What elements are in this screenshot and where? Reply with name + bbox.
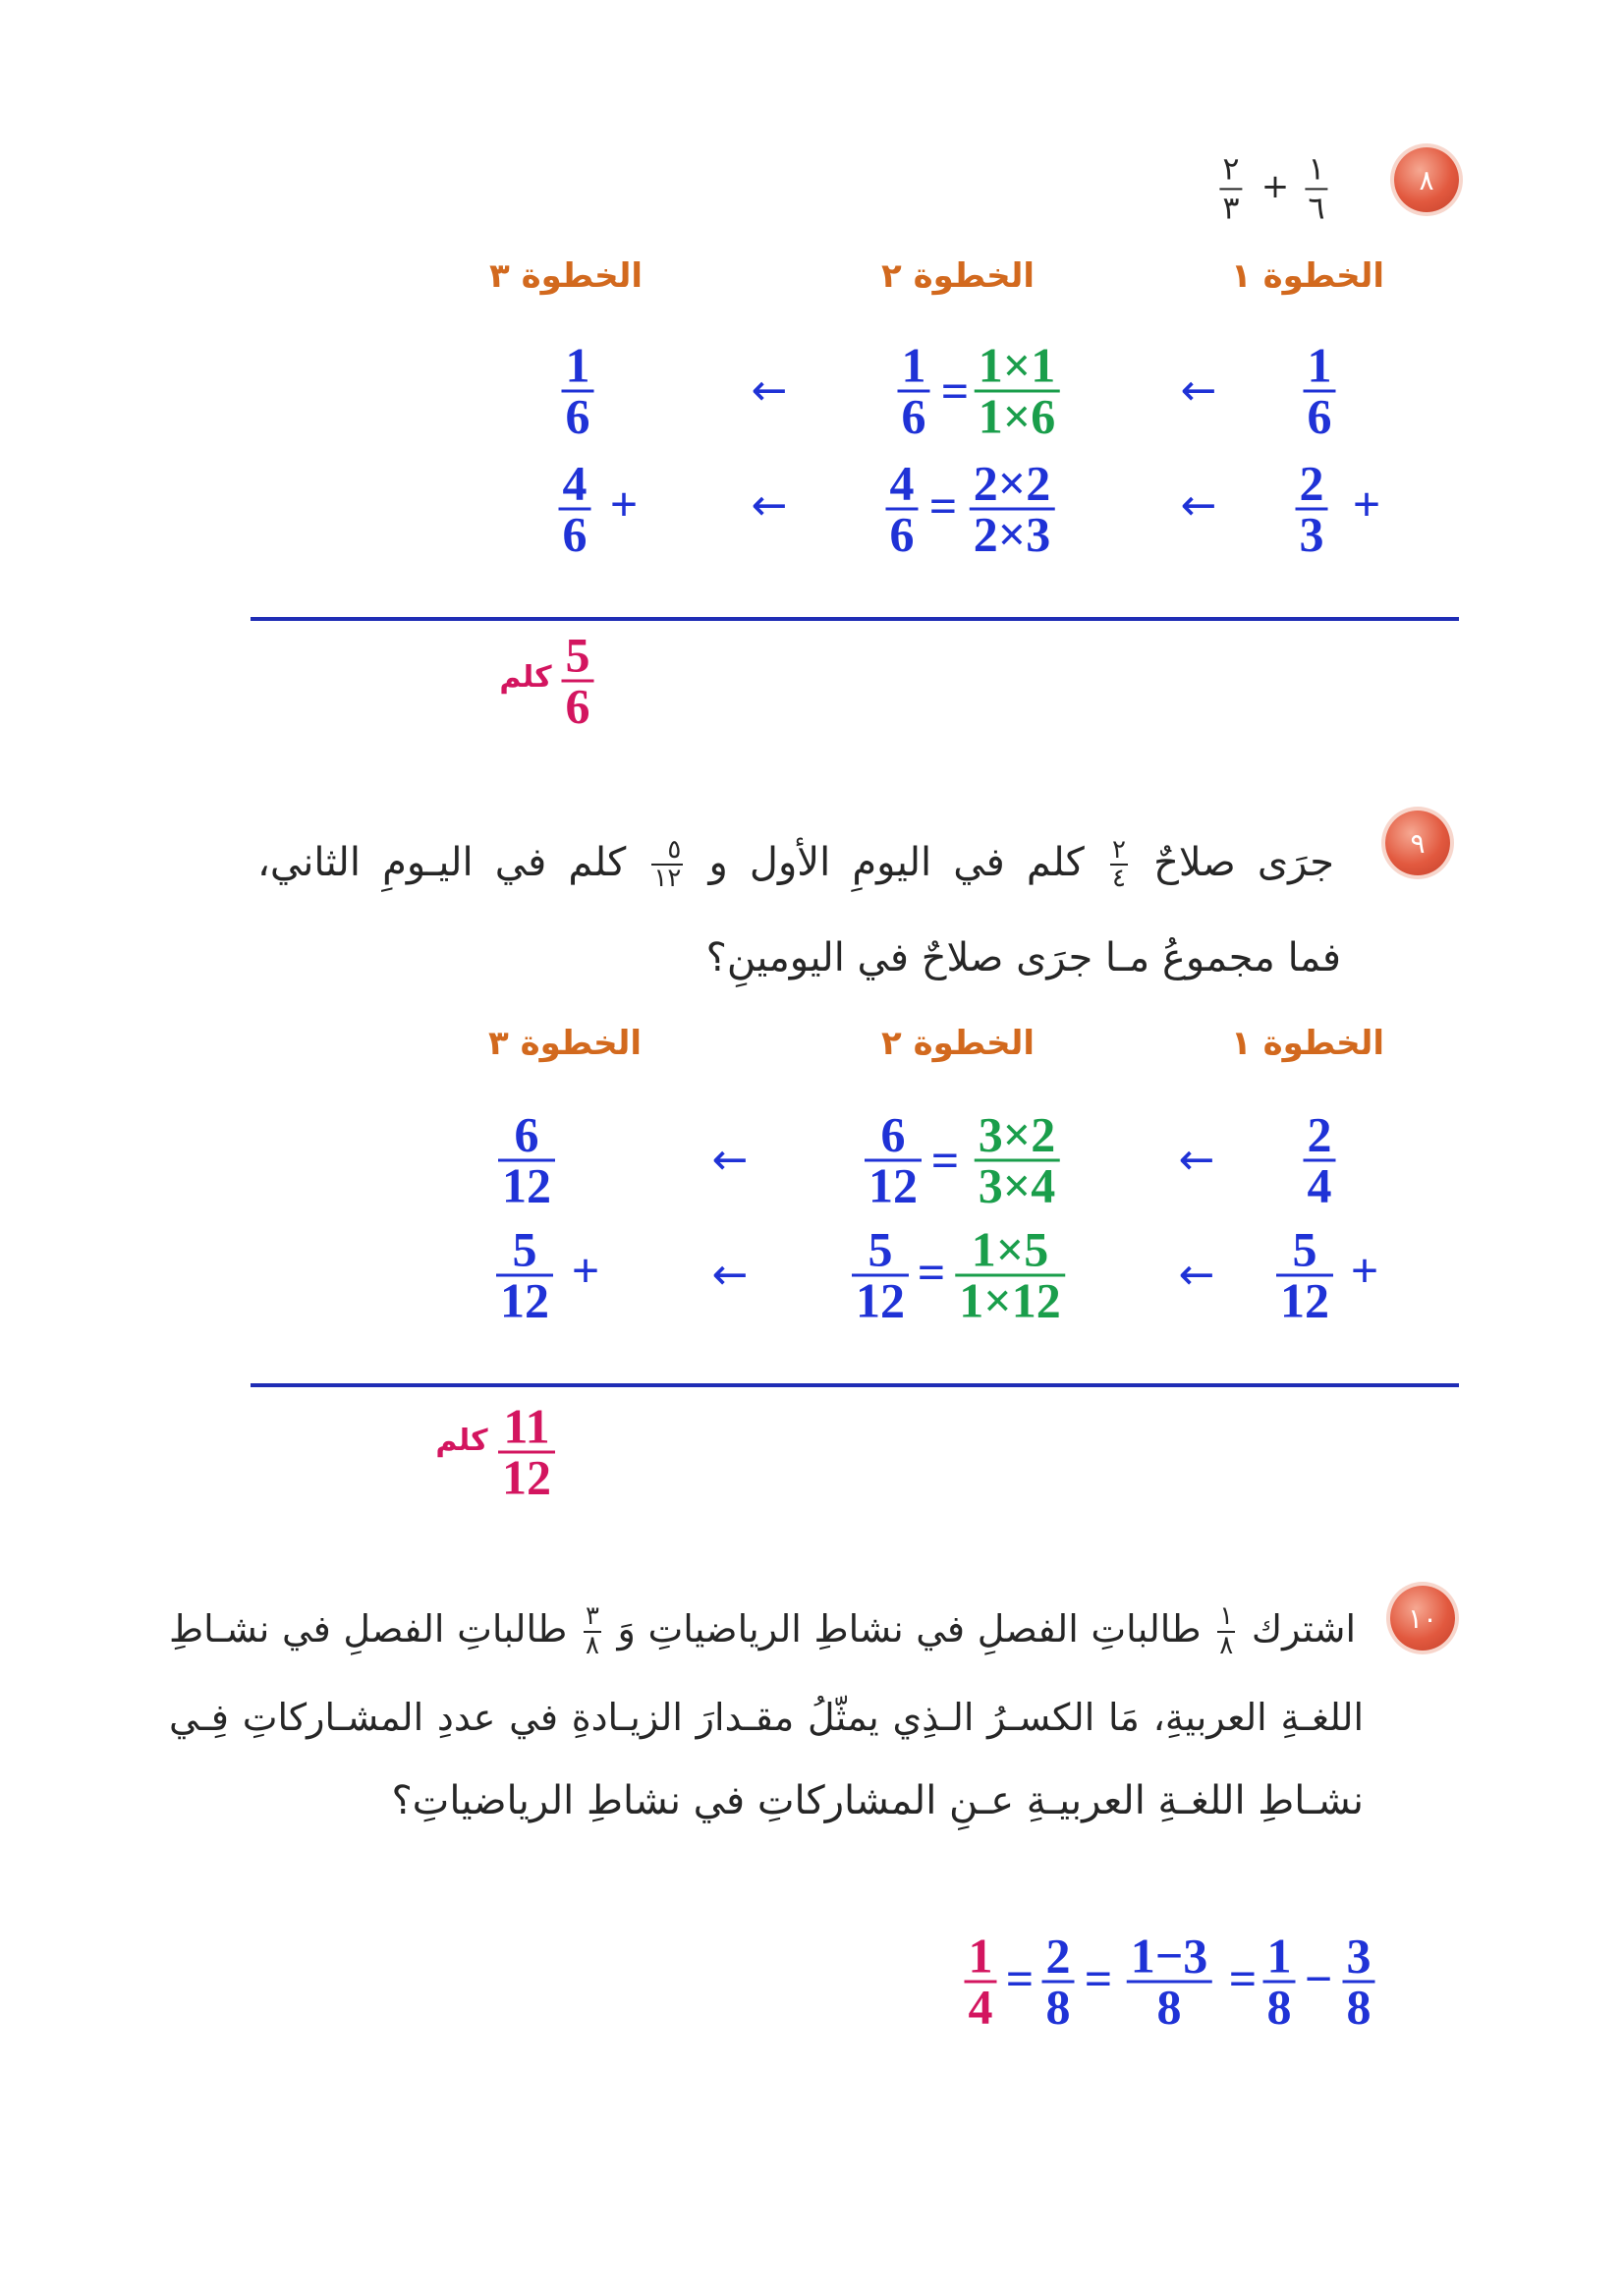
denominator: 2×3: [973, 506, 1051, 562]
answer-unit: كلم: [499, 660, 552, 695]
numerator: 5: [562, 635, 594, 683]
numerator: 1×5: [955, 1229, 1065, 1277]
numerator: ٥: [651, 837, 683, 866]
question-line-3: نشـاطِ اللغـةِ العربيـةِ عـنِ المشاركاتِ في نشاطِ الرياضياتِ؟: [391, 1778, 1364, 1823]
numerator: ٣: [585, 1601, 599, 1632]
question-line-1: [257, 833, 1334, 892]
denominator: 1×12: [959, 1272, 1061, 1328]
step-2-fraction: [865, 1106, 922, 1213]
text-segment: طالباتِ الفصلِ في نشـاطِ: [169, 1607, 568, 1651]
question-line-1: [169, 1599, 1356, 1658]
problem-number: ٨: [1419, 163, 1434, 196]
plus-sign: +: [1350, 1243, 1379, 1298]
equation-fraction: [1127, 1928, 1212, 2035]
numerator: 4: [886, 463, 919, 511]
denominator: 6: [562, 506, 588, 562]
numerator: 1−3: [1127, 1935, 1212, 1984]
step-1-label: الخطوة ١: [1230, 256, 1385, 296]
step-2-label: الخطوة ٢: [880, 256, 1036, 296]
problem-9-badge: [1385, 811, 1450, 875]
step-1-fraction: [1276, 1221, 1333, 1328]
problem-number: ١٠: [1407, 1601, 1438, 1635]
left-arrow-icon: ←: [1178, 1250, 1215, 1300]
left-arrow-icon: ←: [1178, 1135, 1215, 1185]
denominator: 12: [868, 1157, 918, 1213]
inline-fraction: [1217, 1603, 1235, 1659]
step-3-label: الخطوة ٣: [488, 256, 644, 296]
plus-sign: +: [1260, 167, 1290, 206]
step-2-fraction: [852, 1221, 909, 1328]
denominator: 12: [502, 1449, 551, 1505]
denominator: 3×4: [978, 1157, 1056, 1213]
equation-fraction: [1343, 1928, 1375, 2035]
denominator: 4: [968, 1979, 993, 2035]
numerator: ٢: [1111, 834, 1126, 865]
denominator: ٣: [1222, 189, 1240, 226]
text-segment: طالباتِ الفصلِ في نشاطِ الرياضياتِ وَ: [617, 1607, 1202, 1651]
sum-divider-line: [251, 617, 1459, 621]
numerator: 6: [865, 1114, 922, 1162]
numerator: 1: [1304, 345, 1336, 393]
problem-number: ٩: [1410, 826, 1426, 860]
step-3-fraction: [498, 1106, 555, 1213]
step-2-product-fraction: [970, 455, 1055, 562]
text-segment: اشترك: [1251, 1607, 1356, 1651]
numerator: 2: [1304, 1114, 1336, 1162]
left-arrow-icon: ←: [711, 1250, 749, 1300]
inline-fraction: [584, 1603, 601, 1659]
answer-fraction: [498, 1398, 555, 1505]
problem-10-badge: [1390, 1586, 1455, 1651]
denominator: ٨: [1219, 1630, 1234, 1660]
denominator: 12: [500, 1272, 549, 1328]
step-3-fraction: [559, 455, 591, 562]
answer-fraction: [562, 627, 594, 734]
text-segment: كلم في اليومِ الأول و: [708, 840, 1085, 885]
step-1-fraction: [1304, 337, 1336, 444]
step-2-product-fraction: [955, 1221, 1065, 1328]
equation-fraction: [1042, 1928, 1075, 2035]
denominator: 8: [1045, 1979, 1071, 2035]
step-3-label: الخطوة ٣: [487, 1024, 643, 1063]
numerator: 1×1: [975, 345, 1060, 393]
denominator: 12: [856, 1272, 905, 1328]
step-2-product-fraction: [975, 1106, 1060, 1213]
equals-sign: =: [917, 1245, 946, 1300]
equals-sign: =: [1084, 1951, 1113, 2006]
left-arrow-icon: ←: [1180, 365, 1217, 416]
denominator: ١٢: [653, 864, 682, 893]
denominator: 6: [1307, 388, 1332, 444]
numerator: 2: [1296, 463, 1328, 511]
equals-sign: =: [1228, 1951, 1258, 2006]
denominator: ٤: [1111, 864, 1126, 893]
equals-sign: =: [940, 364, 970, 419]
numerator: 2×2: [970, 463, 1055, 511]
inline-fraction: [1110, 834, 1128, 893]
denominator: 12: [1280, 1272, 1329, 1328]
step-1-fraction: [1304, 1106, 1336, 1213]
numerator: 3: [1343, 1935, 1375, 1984]
denominator: 6: [889, 506, 915, 562]
numerator: 1: [898, 345, 930, 393]
numerator: 3×2: [975, 1114, 1060, 1162]
step-1-label: الخطوة ١: [1230, 1024, 1385, 1063]
equals-sign: =: [1005, 1951, 1035, 2006]
numerator: 6: [498, 1114, 555, 1162]
sum-divider-line: [251, 1383, 1459, 1387]
step-2-product-fraction: [975, 337, 1060, 444]
denominator: 12: [502, 1157, 551, 1213]
numerator: 1: [562, 345, 594, 393]
numerator: 4: [559, 463, 591, 511]
denominator: 6: [565, 388, 590, 444]
inline-fraction: [651, 834, 683, 893]
denominator: 8: [1346, 1979, 1372, 2035]
text-segment: كلم في اليـومِ الثاني،: [257, 840, 627, 885]
left-arrow-icon: ←: [751, 480, 788, 531]
equals-sign: =: [928, 478, 958, 533]
step-2-fraction: [886, 455, 919, 562]
result-fraction: [965, 1928, 997, 2035]
question-fraction-b: [1219, 149, 1242, 226]
denominator: 6: [565, 678, 590, 734]
left-arrow-icon: ←: [711, 1135, 749, 1185]
left-arrow-icon: ←: [751, 365, 788, 416]
plus-sign: +: [609, 476, 639, 532]
denominator: 3: [1299, 506, 1324, 562]
numerator: ٢: [1219, 152, 1242, 190]
numerator: ١: [1305, 152, 1327, 190]
numerator: 5: [1276, 1229, 1333, 1277]
numerator: 1: [965, 1935, 997, 1984]
numerator: 11: [498, 1406, 555, 1454]
step-3-fraction: [562, 337, 594, 444]
answer-unit: كلم: [435, 1424, 488, 1458]
numerator: ١: [1219, 1601, 1234, 1632]
numerator: 1: [1263, 1935, 1296, 1984]
step-1-fraction: [1296, 455, 1328, 562]
step-2-fraction: [898, 337, 930, 444]
numerator: 5: [852, 1229, 909, 1277]
problem-8-badge: [1394, 147, 1459, 212]
denominator: ٦: [1308, 189, 1325, 226]
minus-sign: −: [1304, 1951, 1333, 2006]
question-line-2: اللغـةِ العربيةِ، مَا الكسـرُ الـذِي يمثّلُ مقـدارَ الزيـادةِ في عددِ المشـاركاتِ فِـي: [169, 1696, 1364, 1739]
question-fraction-a: [1305, 149, 1327, 226]
step-2-label: الخطوة ٢: [880, 1024, 1036, 1063]
plus-sign: +: [571, 1243, 600, 1298]
denominator: 8: [1156, 1979, 1182, 2035]
denominator: 1×6: [978, 388, 1056, 444]
numerator: 5: [496, 1229, 553, 1277]
denominator: 4: [1307, 1157, 1332, 1213]
plus-sign: +: [1352, 476, 1381, 532]
step-3-fraction: [496, 1221, 553, 1328]
left-arrow-icon: ←: [1180, 480, 1217, 531]
denominator: ٨: [585, 1630, 599, 1660]
denominator: 6: [901, 388, 926, 444]
question-line-2: فما مجموعُ مـا جرَى صلاحٌ في اليومينِ؟: [705, 935, 1341, 980]
equation-fraction: [1263, 1928, 1296, 2035]
numerator: 2: [1042, 1935, 1075, 1984]
text-segment: جرَى صلاحٌ: [1153, 840, 1334, 885]
equals-sign: =: [930, 1133, 960, 1188]
denominator: 8: [1266, 1979, 1292, 2035]
